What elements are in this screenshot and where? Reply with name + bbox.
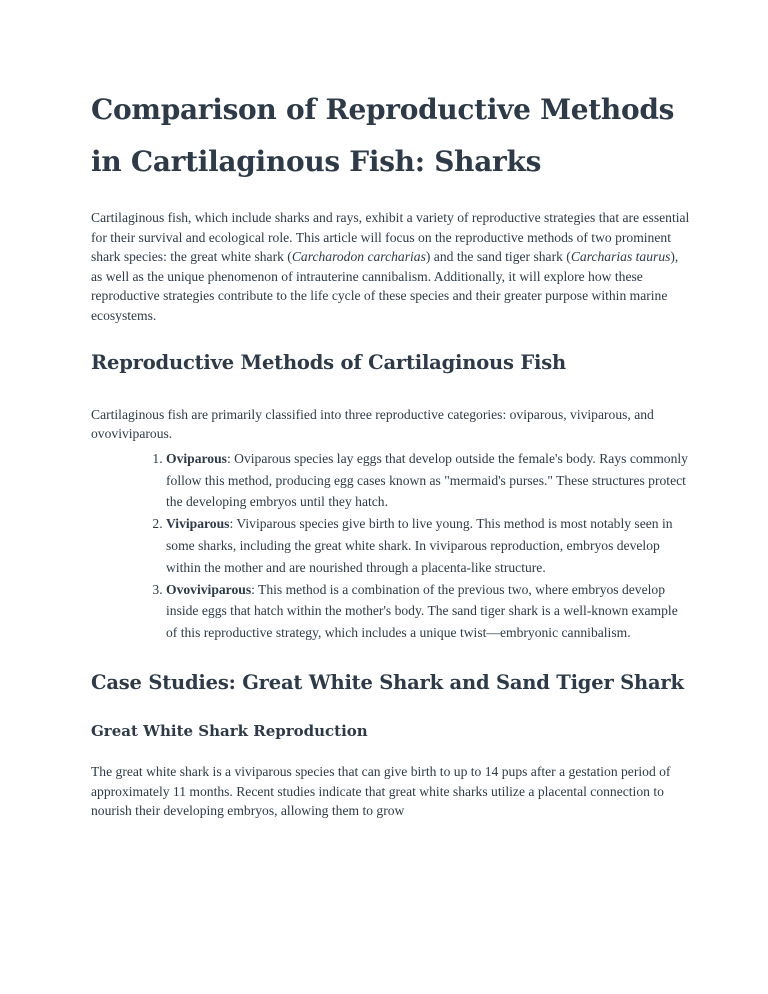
document-page: [91, 84, 691, 821]
list-item-viviparous: [166, 513, 691, 578]
great-white-paragraph: The great white shark is a viviparous species that can give birth to up to 14 pups after a gestation period of approximately 11 months. Recent studies indicate that great white sharks utilize a placental connection to nourish their developing embryos, allowing them to grow: [91, 763, 671, 819]
list-item-ovoviviparous: [166, 579, 691, 644]
page-title: Comparison of Reproductive Methods in Cartilaginous Fish: Sharks: [91, 93, 675, 178]
intro-paragraph: [91, 208, 691, 326]
methods-paragraph: Cartilaginous fish are primarily classified into three reproductive categories: oviparous, viviparous, and ovoviviparous.: [91, 406, 654, 442]
list-item-oviparous: [166, 448, 691, 513]
methods-list: [91, 448, 691, 644]
species-name-sand-tiger: Carcharias taurus: [570, 249, 671, 265]
desc-viviparous: : Viviparous species give birth to live young. This method is most notably seen in some sharks, including the great white shark. In viviparous reproduction, embryos develop within the mother and are nourished through a placenta-like structure.: [166, 516, 673, 575]
intro-text-3: ), as well as the unique phenomenon of intrauterine cannibalism. Additionally, it will explore how these reproductive strategies contribute to the life cycle of these species and their greater purpose within marine ecosystems.: [91, 249, 679, 323]
term-ovoviviparous: Ovoviviparous: [166, 581, 252, 597]
intro-text-2: ) and the sand tiger shark (: [425, 249, 571, 265]
section-heading-case-studies: Case Studies: Great White Shark and Sand Tiger Shark: [91, 670, 684, 694]
desc-oviparous: : Oviparous species lay eggs that develop outside the female's body. Rays commonly follow this method, producing egg cases known as "mermaid's purses." These structures protect the developing embryos until they hatch.: [166, 450, 688, 510]
section-heading-methods: Reproductive Methods of Cartilaginous Fish: [91, 350, 566, 374]
desc-ovoviviparous: : This method is a combination of the previous two, where embryos develop inside eggs that hatch within the mother's body. The sand tiger shark is a well-known example of this reproductive strategy, which includes a unique twist—embryonic cannibalism.: [166, 581, 678, 641]
subheading-great-white: Great White Shark Reproduction: [91, 721, 368, 740]
term-oviparous: Oviparous: [166, 450, 227, 466]
species-name-great-white: Carcharodon carcharias: [291, 249, 426, 265]
intro-text-1: Cartilaginous fish, which include sharks and rays, exhibit a variety of reproductive strategies that are essential for their survival and ecological role. This article will focus on the reproductive methods of two prominent shark species: the great white shark (: [91, 210, 690, 265]
term-viviparous: Viviparous: [166, 516, 230, 532]
